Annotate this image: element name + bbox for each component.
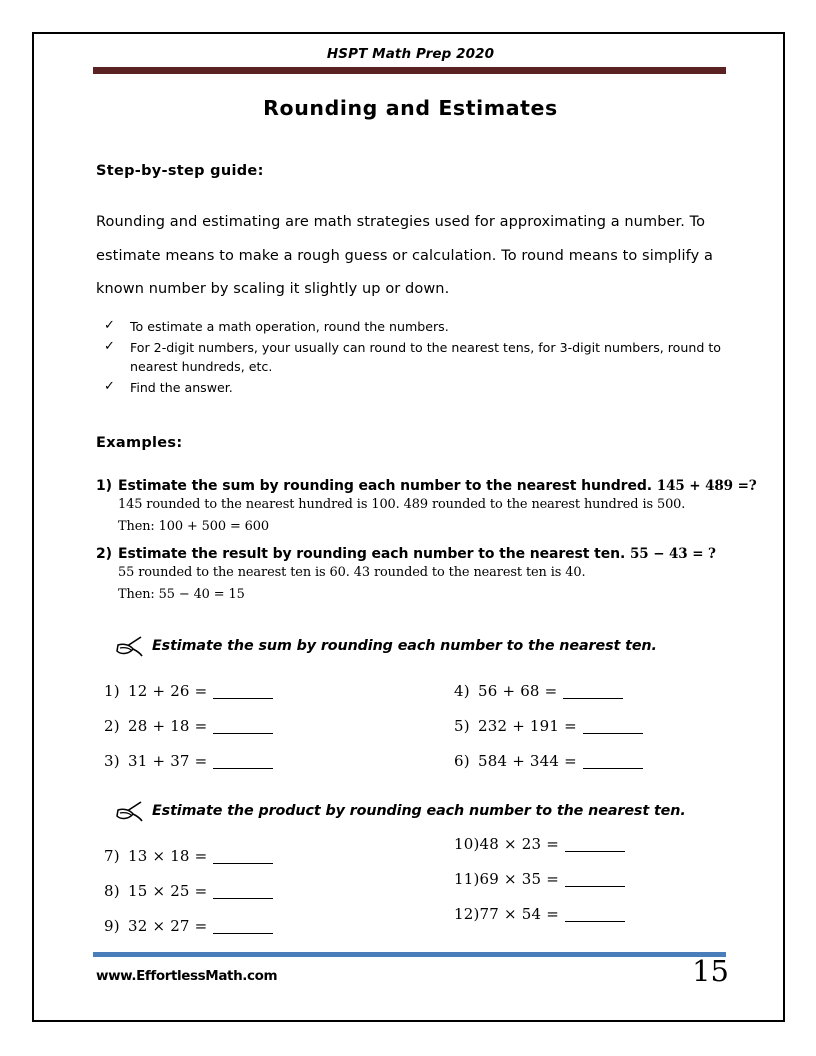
example-number: 2) [96,546,112,562]
pen-icon [114,801,144,823]
running-head: HSPT Math Prep 2020 [326,46,495,62]
answer-blank[interactable] [565,921,625,922]
exercise-problem: 32 × 27 = [128,917,208,935]
exercise-item[interactable] [454,752,643,770]
exercise-index: 11) [454,870,480,888]
example-solution-line: 55 rounded to the nearest ten is 60. 43 rounded to the nearest ten is 40. [118,565,586,580]
examples-label: Examples: [96,435,183,451]
exercise-column-left [104,847,273,952]
worked-examples [96,478,756,614]
exercise-item[interactable] [454,835,625,853]
answer-blank[interactable] [213,698,273,699]
exercise-item[interactable] [454,682,643,700]
exercise-problem: 48 × 23 = [479,835,559,853]
list-item [102,378,742,398]
exercise-index: 12) [454,905,480,923]
exercise-problem: 69 × 35 = [479,870,559,888]
exercise-set-2-heading-text: Estimate the product by rounding each number to the nearest ten. [152,803,686,819]
list-item-label: For 2-digit numbers, your usually can round to the nearest tens, for 3-digit numbers, round to nearest hundreds, etc. [130,339,721,374]
check-icon: ✓ [104,378,115,394]
exercise-item[interactable] [104,682,273,700]
page-content [34,34,787,1024]
answer-blank[interactable] [213,768,273,769]
example-prompt [96,478,756,494]
example-prompt [96,546,756,562]
exercise-index: 5) [454,717,470,735]
list-item-label: To estimate a math operation, round the numbers. [130,319,449,334]
checklist [102,317,742,398]
footer-website[interactable]: www.EffortlessMath.com [96,968,278,984]
exercise-problem: 56 + 68 = [478,682,558,700]
exercise-item[interactable] [104,882,273,900]
exercise-set-1-heading-text: Estimate the sum by rounding each number to the nearest ten. [152,638,657,654]
exercise-index: 3) [104,752,120,770]
example-solution-line: 145 rounded to the nearest hundred is 100. 489 rounded to the nearest hundred is 500. [118,497,686,512]
exercise-item[interactable] [104,847,273,865]
exercise-index: 8) [104,882,120,900]
exercise-index: 2) [104,717,120,735]
exercise-problem: 12 + 26 = [128,682,208,700]
answer-blank[interactable] [563,698,623,699]
exercise-index: 9) [104,917,120,935]
list-item [102,317,742,337]
check-icon: ✓ [104,318,115,333]
exercise-problem: 15 × 25 = [128,882,208,900]
list-item-label: Find the answer. [130,379,233,395]
exercise-set-1-heading [152,638,657,654]
worked-example [96,546,756,606]
exercise-problem: 13 × 18 = [128,847,208,865]
exercise-item[interactable] [104,917,273,935]
exercise-problem: 232 + 191 = [478,717,577,735]
exercise-problem: 31 + 37 = [128,752,208,770]
exercise-item[interactable] [454,905,625,923]
exercise-column-right [454,682,643,787]
header-rule [93,67,726,74]
answer-blank[interactable] [565,886,625,887]
check-icon: ✓ [104,338,115,354]
exercise-column-left [104,682,273,787]
answer-blank[interactable] [213,733,273,734]
answer-blank[interactable] [213,863,273,864]
page-title: Rounding and Estimates [263,96,558,120]
exercise-item[interactable] [104,752,273,770]
example-number: 1) [96,478,112,494]
exercise-index: 4) [454,682,470,700]
footer-rule [93,952,726,957]
answer-blank[interactable] [565,851,625,852]
example-expression: 55 − 43 = ? [630,546,716,562]
page-border [32,32,785,1022]
example-expression: 145 + 489 =? [656,478,757,494]
exercise-index: 7) [104,847,120,865]
example-prompt-text: Estimate the result by rounding each number to the nearest ten. [118,546,626,562]
exercise-index: 1) [104,682,120,700]
exercise-index: 10) [454,835,480,853]
worked-example [96,478,756,538]
exercise-item[interactable] [454,870,625,888]
example-solution-line: Then: 55 − 40 = 15 [118,587,245,602]
answer-blank[interactable] [583,733,643,734]
answer-blank[interactable] [213,898,273,899]
exercise-item[interactable] [454,717,643,735]
step-by-step-guide-label: Step-by-step guide: [96,163,264,179]
exercise-problem: 77 × 54 = [479,905,559,923]
example-prompt-text: Estimate the sum by rounding each number to the nearest hundred. [118,478,653,494]
exercise-column-right [454,835,625,940]
answer-blank[interactable] [213,933,273,934]
answer-blank[interactable] [583,768,643,769]
example-solution-line: Then: 100 + 500 = 600 [118,519,269,534]
exercise-item[interactable] [104,717,273,735]
list-item [102,338,742,377]
intro-paragraph: Rounding and estimating are math strategies used for approximating a number. To estimate means to make a rough guess or calculation. To round means to simplify a known number by scaling it slightly up or down. [96,214,713,297]
page-number: 15 [692,954,729,988]
exercise-set-2-heading [152,803,686,819]
exercise-problem: 584 + 344 = [478,752,577,770]
exercise-problem: 28 + 18 = [128,717,208,735]
exercise-index: 6) [454,752,470,770]
pen-icon [114,636,144,658]
